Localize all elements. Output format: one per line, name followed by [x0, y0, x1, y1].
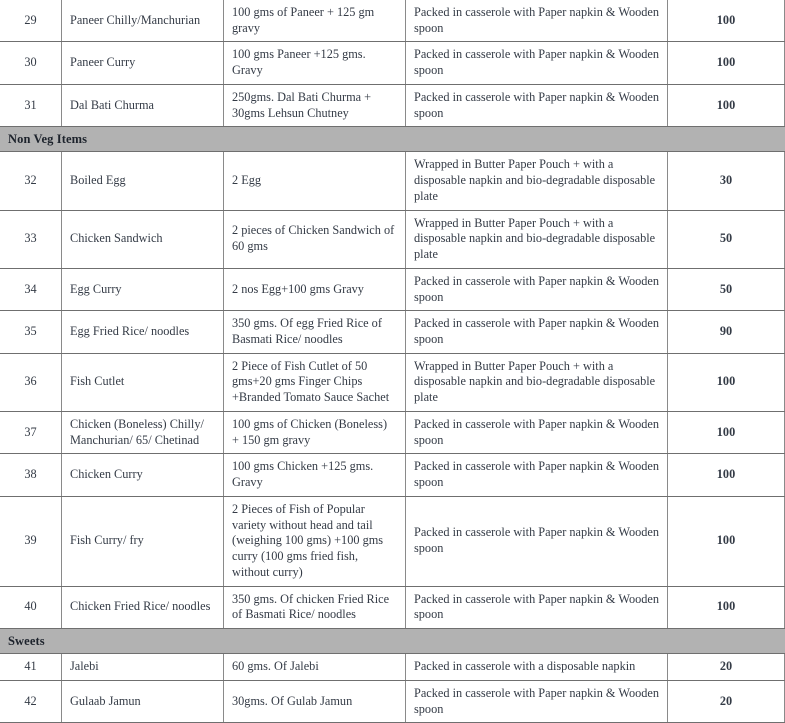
section-header-label: Sweets: [0, 629, 785, 654]
table-row: [0, 353, 785, 411]
table-row: [0, 680, 785, 722]
row-serial-number: 36: [0, 353, 62, 411]
row-packing-description: Packed in casserole with Paper napkin & Wooden spoon: [406, 680, 668, 722]
row-quantity-description: 2 pieces of Chicken Sandwich of 60 gms: [224, 210, 406, 268]
row-rate: 100: [668, 0, 785, 42]
row-packing-description: Packed in casserole with Paper napkin & Wooden spoon: [406, 586, 668, 628]
row-serial-number: 29: [0, 0, 62, 42]
row-serial-number: 37: [0, 411, 62, 453]
row-quantity-description: 100 gms of Chicken (Boneless) + 150 gm gravy: [224, 411, 406, 453]
row-serial-number: 42: [0, 680, 62, 722]
row-serial-number: 31: [0, 84, 62, 126]
row-item-name: Chicken Curry: [62, 454, 224, 496]
table-row: [0, 586, 785, 628]
row-serial-number: 41: [0, 654, 62, 681]
row-rate: 100: [668, 454, 785, 496]
row-packing-description: Packed in casserole with Paper napkin & Wooden spoon: [406, 268, 668, 310]
row-packing-description: Packed in casserole with Paper napkin & Wooden spoon: [406, 84, 668, 126]
row-rate: 20: [668, 680, 785, 722]
row-rate: 50: [668, 268, 785, 310]
row-item-name: Gulaab Jamun: [62, 680, 224, 722]
row-quantity-description: 60 gms. Of Jalebi: [224, 654, 406, 681]
row-quantity-description: 350 gms. Of chicken Fried Rice of Basmati Rice/ noodles: [224, 586, 406, 628]
row-quantity-description: 2 Piece of Fish Cutlet of 50 gms+20 gms Finger Chips +Branded Tomato Sauce Sachet: [224, 353, 406, 411]
row-packing-description: Wrapped in Butter Paper Pouch + with a disposable napkin and bio-degradable disposable plate: [406, 210, 668, 268]
row-quantity-description: 250gms. Dal Bati Churma + 30gms Lehsun Chutney: [224, 84, 406, 126]
row-item-name: Paneer Curry: [62, 42, 224, 84]
table-row: [0, 654, 785, 681]
row-rate: 100: [668, 586, 785, 628]
row-serial-number: 38: [0, 454, 62, 496]
row-serial-number: 30: [0, 42, 62, 84]
row-quantity-description: 100 gms Paneer +125 gms. Gravy: [224, 42, 406, 84]
row-packing-description: Packed in casserole with Paper napkin & Wooden spoon: [406, 42, 668, 84]
section-header-row: [0, 629, 785, 654]
row-quantity-description: 2 Pieces of Fish of Popular variety without head and tail (weighing 100 gms) +100 gms curry (100 gms fried fish, without curry): [224, 496, 406, 586]
row-packing-description: Packed in casserole with Paper napkin & Wooden spoon: [406, 496, 668, 586]
row-serial-number: 33: [0, 210, 62, 268]
row-item-name: Chicken (Boneless) Chilly/ Manchurian/ 65/ Chetinad: [62, 411, 224, 453]
row-quantity-description: 2 nos Egg+100 gms Gravy: [224, 268, 406, 310]
row-item-name: Dal Bati Churma: [62, 84, 224, 126]
row-packing-description: Wrapped in Butter Paper Pouch + with a disposable napkin and bio-degradable disposable plate: [406, 353, 668, 411]
row-packing-description: Packed in casserole with Paper napkin & Wooden spoon: [406, 0, 668, 42]
row-rate: 100: [668, 84, 785, 126]
row-quantity-description: 30gms. Of Gulab Jamun: [224, 680, 406, 722]
row-serial-number: 40: [0, 586, 62, 628]
row-item-name: Egg Fried Rice/ noodles: [62, 311, 224, 353]
row-packing-description: Packed in casserole with a disposable napkin: [406, 654, 668, 681]
row-quantity-description: 100 gms Chicken +125 gms. Gravy: [224, 454, 406, 496]
row-rate: 90: [668, 311, 785, 353]
row-quantity-description: 350 gms. Of egg Fried Rice of Basmati Rice/ noodles: [224, 311, 406, 353]
row-item-name: Boiled Egg: [62, 152, 224, 210]
row-rate: 50: [668, 210, 785, 268]
row-rate: 30: [668, 152, 785, 210]
row-rate: 100: [668, 496, 785, 586]
row-rate: 100: [668, 353, 785, 411]
row-item-name: Jalebi: [62, 654, 224, 681]
row-item-name: Chicken Fried Rice/ noodles: [62, 586, 224, 628]
row-rate: 20: [668, 654, 785, 681]
row-serial-number: 32: [0, 152, 62, 210]
row-quantity-description: 2 Egg: [224, 152, 406, 210]
row-packing-description: Packed in casserole with Paper napkin & Wooden spoon: [406, 411, 668, 453]
table-row: [0, 210, 785, 268]
table-row: [0, 152, 785, 210]
row-item-name: Egg Curry: [62, 268, 224, 310]
row-packing-description: Packed in casserole with Paper napkin & Wooden spoon: [406, 454, 668, 496]
row-item-name: Paneer Chilly/Manchurian: [62, 0, 224, 42]
table-row: [0, 311, 785, 353]
row-rate: 100: [668, 411, 785, 453]
row-item-name: Fish Curry/ fry: [62, 496, 224, 586]
row-serial-number: 35: [0, 311, 62, 353]
row-serial-number: 39: [0, 496, 62, 586]
row-serial-number: 34: [0, 268, 62, 310]
row-item-name: Chicken Sandwich: [62, 210, 224, 268]
row-item-name: Fish Cutlet: [62, 353, 224, 411]
row-packing-description: Packed in casserole with Paper napkin & Wooden spoon: [406, 311, 668, 353]
table-row: [0, 42, 785, 84]
row-quantity-description: 100 gms of Paneer + 125 gm gravy: [224, 0, 406, 42]
table-row: [0, 268, 785, 310]
table-row: [0, 454, 785, 496]
section-header-row: [0, 127, 785, 152]
row-rate: 100: [668, 42, 785, 84]
table-row: [0, 496, 785, 586]
row-packing-description: Wrapped in Butter Paper Pouch + with a disposable napkin and bio-degradable disposable plate: [406, 152, 668, 210]
table-row: [0, 0, 785, 42]
table-row: [0, 84, 785, 126]
table-row: [0, 411, 785, 453]
section-header-label: Non Veg Items: [0, 127, 785, 152]
